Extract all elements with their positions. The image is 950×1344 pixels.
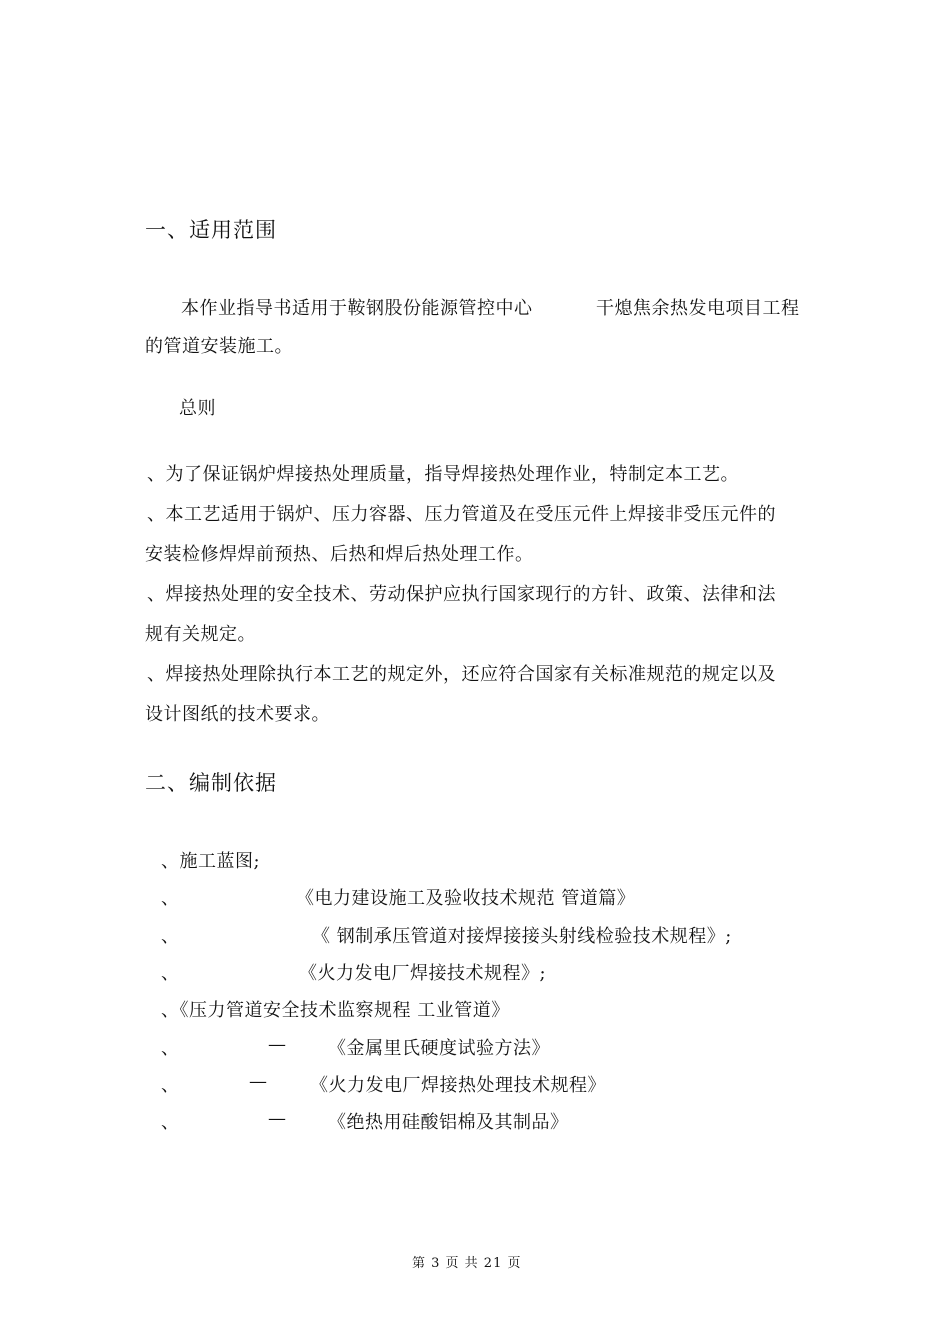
general-item-3-line-1: 、焊接热处理的安全技术、劳动保护应执行国家现行的方针、政策、法律和法 — [147, 584, 776, 605]
reference-item-8-number: 、 — [161, 1112, 180, 1133]
reference-item-4-number: 、 — [161, 963, 180, 984]
reference-item-3-title: 《 钢制承压管道对接焊接接头射线检验技术规程》; — [312, 926, 732, 947]
reference-item-7-number: 、 — [161, 1075, 180, 1096]
reference-item-6-title: 《金属里氏硬度试验方法》 — [328, 1038, 550, 1059]
reference-item-2-title: 《电力建设施工及验收技术规范 管道篇》 — [296, 888, 636, 909]
reference-item-1: 、施工蓝图; — [161, 851, 261, 872]
general-item-1: 、为了保证锅炉焊接热处理质量，指导焊接热处理作业，特制定本工艺。 — [147, 464, 739, 485]
reference-item-8-dash: — — [268, 1108, 287, 1129]
scope-text-part-b: 干熄焦余热发电项目工程 — [596, 298, 800, 319]
section-2-heading: 二、编制依据 — [145, 771, 277, 795]
scope-text-line-2: 的管道安装施工。 — [145, 336, 293, 357]
reference-item-7-dash: — — [249, 1071, 268, 1092]
general-item-4-line-2: 设计图纸的技术要求。 — [145, 704, 330, 725]
general-item-4-line-1: 、焊接热处理除执行本工艺的规定外，还应符合国家有关标准规范的规定以及 — [147, 664, 776, 685]
reference-item-5: 、《压力管道安全技术监察规程 工业管道》 — [161, 1000, 510, 1021]
reference-item-8-title: 《绝热用硅酸铝棉及其制品》 — [328, 1112, 569, 1133]
reference-item-6-dash: — — [268, 1034, 287, 1055]
general-item-2-line-2: 安装检修焊焊前预热、后热和焊后热处理工作。 — [145, 544, 534, 565]
general-item-2-line-1: 、本工艺适用于锅炉、压力容器、压力管道及在受压元件上焊接非受压元件的 — [147, 504, 776, 525]
scope-text-part-a: 本作业指导书适用于鞍钢股份能源管控中心 — [181, 298, 533, 319]
reference-item-2-number: 、 — [161, 888, 180, 909]
reference-item-6-number: 、 — [161, 1038, 180, 1059]
section-1-heading: 一、适用范围 — [145, 218, 277, 242]
general-rules-label: 总则 — [179, 398, 216, 419]
page-number-footer: 第 3 页 共 21 页 — [412, 1256, 522, 1271]
reference-item-7-title: 《火力发电厂焊接热处理技术规程》 — [310, 1075, 606, 1096]
general-item-3-line-2: 规有关规定。 — [145, 624, 256, 645]
reference-item-4-title: 《火力发电厂焊接技术规程》; — [299, 963, 547, 984]
reference-item-3-number: 、 — [161, 926, 180, 947]
